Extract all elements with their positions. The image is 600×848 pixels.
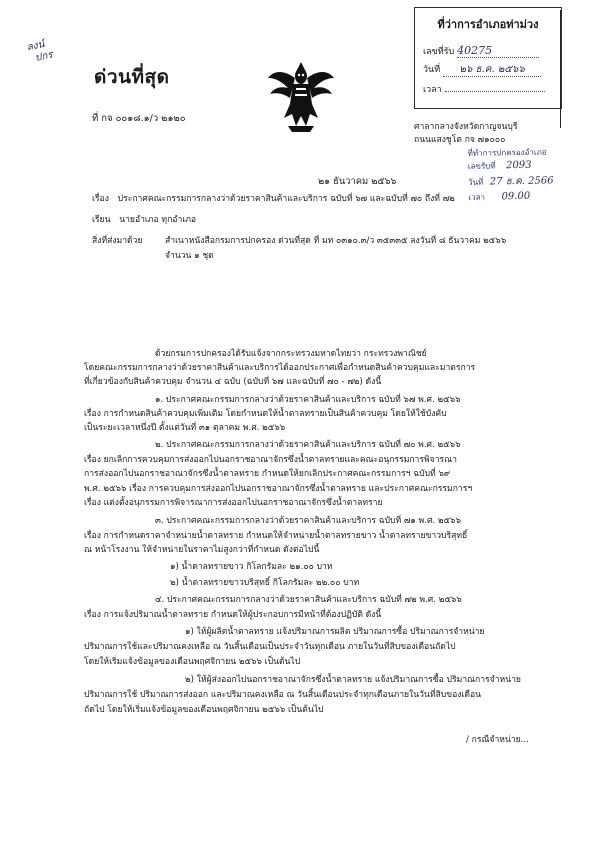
stamp-frame — [560, 10, 565, 128]
body-line: เป็นระยะเวลาหนึ่งปี ตั้งแต่วันที่ ๓๑ ตุลาคม พ.ศ. ๒๕๖๖ — [84, 423, 286, 433]
body-line: เรื่อง การแจ้งปริมาณน้ำตาลทราย กำหนดให้ผู้ประกอบการมีหน้าที่ต้องปฏิบัติ ดังนี้ — [84, 610, 382, 620]
enclosure-label: สิ่งที่ส่งมาด้วย — [92, 236, 143, 246]
doc-number: ที่ กจ ๐๐๑๘.๑/ว ๒๑๒๐ — [92, 113, 186, 124]
body-line: ที่เกี่ยวข้องกับสินค้าควบคุม จำนวน ๔ ฉบับ (ฉบับที่ ๖๗ และฉบับที่ ๗๐ - ๗๒) ดังนี้ — [84, 377, 382, 387]
body-line: ณ หน้าโรงงาน ให้จำหน่ายในราคาไม่สูงกว่าที่กำหนด ดังต่อไปนี้ — [84, 545, 320, 555]
sender-address — [414, 121, 518, 147]
body-line: เรื่อง แต่งตั้งอนุกรรมการพิจารณาการส่งออกไปนอกราชอาณาจักรซึ่งน้ำตาลทราย — [84, 498, 383, 508]
stamp-row-label: เลขที่รับ — [423, 47, 455, 57]
margin-note-line: ลงน์ — [25, 39, 46, 54]
body-line: เรื่อง ยกเลิกการควบคุมการส่งออกไปนอกราชอาณาจักรซึ่งน้ำตาลทรายและคณะอนุกรรมการพิจารณา — [84, 455, 457, 465]
body-line: ๔. ประกาศคณะกรรมการกลางว่าด้วยราคาสินค้าและบริการ ฉบับที่ ๗๒ พ.ศ. ๒๕๖๖ — [155, 595, 462, 605]
stamp-row-value — [445, 91, 545, 92]
address-line: ศาลากลางจังหวัดกาญจนบุรี — [414, 122, 518, 132]
recipient-line — [92, 215, 196, 226]
stamp-row — [423, 79, 561, 101]
body-line: ๒. ประกาศคณะกรรมการกลางว่าด้วยราคาสินค้าและบริการ ฉบับที่ ๗๐ พ.ศ. ๒๕๖๖ — [155, 440, 461, 450]
urgency-label: ด่วนที่สุด — [94, 66, 170, 88]
body-line: ๑. ประกาศคณะกรรมการกลางว่าด้วยราคาสินค้าและบริการ ฉบับที่ ๖๗ พ.ศ. ๒๕๖๖ — [155, 395, 461, 405]
address-line: ถนนแสงชูโต กจ ๗๑๐๐๐ — [414, 135, 506, 145]
receipt-stamp-district — [414, 7, 562, 109]
document-date: ๒๑ ธันวาคม ๒๕๖๖ — [318, 176, 397, 187]
stamp-row — [423, 59, 561, 81]
stamp-row-label: เลขรับที่ — [467, 161, 496, 171]
body-line: ๑) ให้ผู้ผลิตน้ำตาลทราย แจ้งปริมาณการผลิต ปริมาณการซื้อ ปริมาณการจำหน่าย — [185, 627, 485, 637]
body-line: โดยคณะกรรมการกลางว่าด้วยราคาสินค้าและบริการได้ออกประกาศเพื่อกำหนดสินค้าควบคุมและมาตรการ — [84, 363, 476, 373]
body-line: ด้วยกรมการปกครองได้รับแจ้งจากกระทรวงมหาดไทยว่า กระทรวงพาณิชย์ — [155, 349, 427, 359]
body-line: โดยให้เริ่มแจ้งข้อมูลของเดือนพฤศจิกายน ๒๕๖๖ เป็นต้นไป — [84, 657, 301, 667]
stamp-title: ที่ทำการปกครองอำเภอ — [467, 147, 547, 158]
body-line: ปริมาณการใช้และปริมาณคงเหลือ ณ วันสิ้นเดือนเป็นประจำวันทุกเดือน ภายในวันที่สิบของเดือนถัดไป — [84, 642, 456, 652]
recipient-label: เรียน — [92, 215, 111, 225]
body-line: ๒) ให้ผู้ส่งออกไปนอกราชอาณาจักรซึ่งน้ำตาลทราย แจ้งปริมาณการซื้อ ปริมาณการจำหน่าย — [185, 675, 521, 685]
body-line: พ.ศ. ๒๕๖๖ เรื่อง การควบคุมการส่งออกไปนอกราชอาณาจักรซึ่งน้ำตาลทราย และประกาศคณะกรรมการฯ — [84, 484, 473, 494]
margin-note-line: ปกร — [34, 49, 54, 64]
stamp-row-value: 40275 — [457, 45, 539, 58]
enclosure-block — [92, 236, 507, 261]
body-line: เรื่อง การกำหนดราคาจำหน่ายน้ำตาลทราย กำหนดให้จำหน่ายน้ำตาลทรายขาว น้ำตาลทรายขาวบริสุทธิ์ — [84, 531, 468, 541]
stamp-row-value: 27 ธ.ค. 2566 — [489, 175, 554, 188]
stamp-row-label: วันที่ — [468, 177, 484, 187]
enclosure-line: จำนวน ๑ ชุด — [165, 251, 214, 261]
garuda-emblem-icon — [266, 56, 336, 134]
continuation-note: / กรณีจำหน่าย... — [466, 735, 529, 745]
margin-note — [26, 38, 54, 66]
body-line: ๑) น้ำตาลทรายขาว กิโลกรัมละ ๒๑.๐๐ บาท — [170, 562, 333, 572]
stamp-row-label: วันที่ — [423, 65, 441, 75]
stamp-row — [468, 173, 572, 191]
stamp-title: ที่ว่าการอำเภอท่าม่วง — [437, 18, 539, 31]
body-line: ๓. ประกาศคณะกรรมการกลางว่าด้วยราคาสินค้าและบริการ ฉบับที่ ๗๑ พ.ศ. ๒๕๖๖ — [155, 516, 461, 526]
stamp-row-value: ๒๖ ธ.ค. ๒๕๖๖ — [443, 64, 541, 77]
body-line: เรื่อง การกำหนดสินค้าควบคุมเพิ่มเติม โดยกำหนดให้น้ำตาลทรายเป็นสินค้าควบคุม โดยให้ใช้บังคับ — [84, 409, 447, 419]
stamp-row — [468, 157, 572, 175]
subject-label: เรื่อง — [92, 194, 109, 204]
body-line: ปริมาณการใช้ ปริมาณการส่งออก และปริมาณคงเหลือ ณ วันสิ้นเดือนประจำทุกเดือนภายในวันที่สิบของเดือน — [84, 690, 481, 700]
subject-text: ประกาศคณะกรรมการกลางว่าด้วยราคาสินค้าและบริการ ฉบับที่ ๖๗ และฉบับที่ ๗๐ ถึงที่ ๗๒ — [117, 194, 455, 204]
body-line: ๒) น้ำตาลทรายขาวบริสุทธิ์ กิโลกรัมละ ๒๒.๐๐ บาท — [170, 578, 360, 588]
stamp-row-label: เวลา — [423, 85, 442, 95]
stamp-row-value: 09.00 — [501, 190, 531, 203]
receipt-stamp-office — [468, 147, 573, 205]
stamp-row-label: เวลา — [468, 192, 486, 202]
subject-line — [92, 194, 455, 205]
stamp-row-value: 2093 — [506, 159, 532, 172]
enclosure-line: สำเนาหนังสือกรมการปกครอง ด่วนที่สุด ที่ มท ๐๓๑๐.๓/ว ๓๕๓๓๕ ลงวันที่ ๘ ธันวาคม ๒๕๖๖ — [165, 236, 507, 246]
body-line: การส่งออกไปนอกราชอาณาจักรซึ่งน้ำตาลทราย กำหนดให้ยกเลิกประกาศคณะกรรมการฯ ฉบับที่ ๖๙ — [84, 469, 451, 479]
stamp-row — [468, 189, 572, 205]
body-line: ถัดไป โดยให้เริ่มแจ้งข้อมูลของเดือนพฤศจิกายน ๒๕๖๖ เป็นต้นไป — [84, 705, 324, 715]
recipient-text: นายอำเภอ ทุกอำเภอ — [119, 215, 197, 225]
